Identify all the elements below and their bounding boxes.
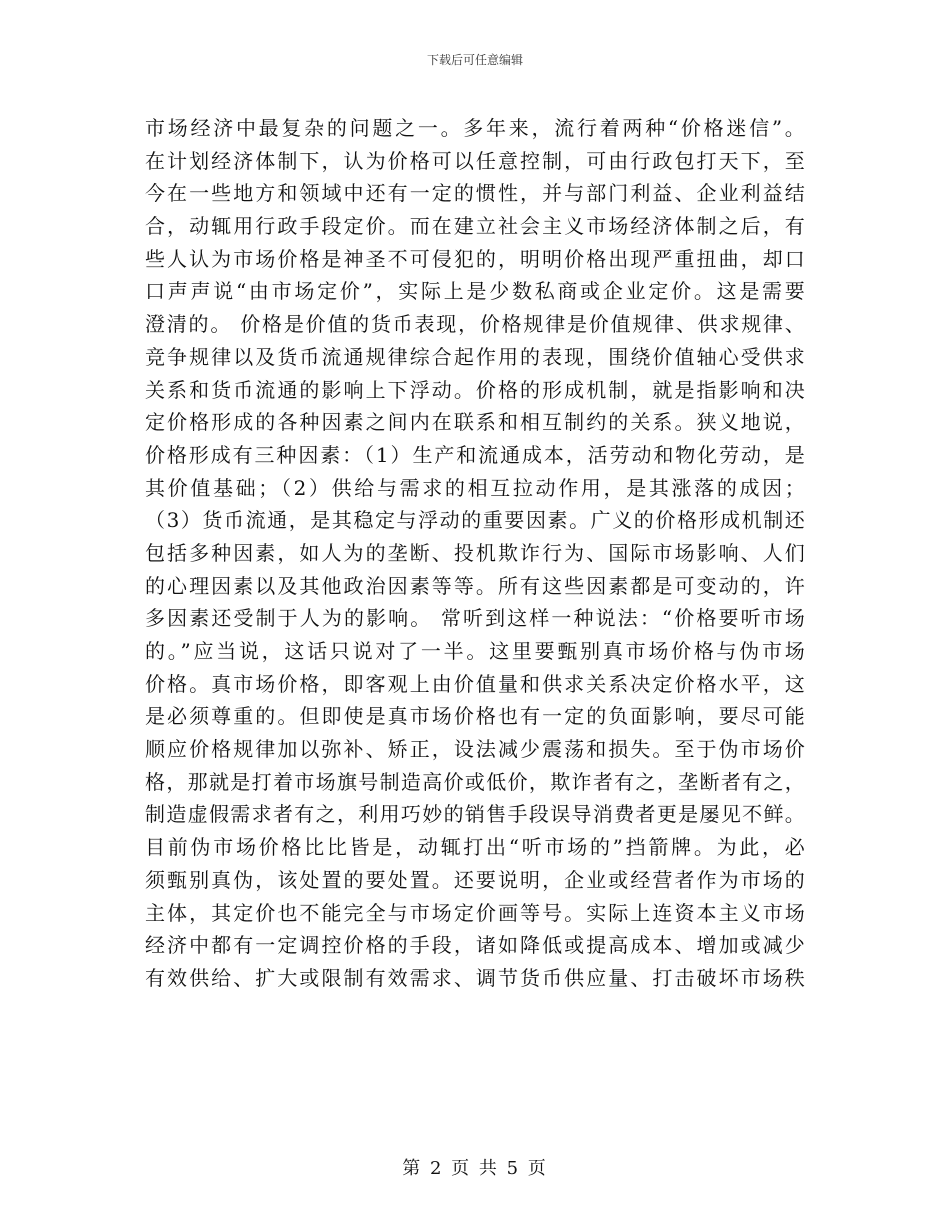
body-line: （3）货币流通，是其稳定与浮动的重要因素。广义的价格形成机制还: [145, 508, 805, 533]
body-line: 合，动辄用行政手段定价。而在建立社会主义市场经济体制之后，有: [145, 214, 805, 239]
body-line: 澄清的。 价格是价值的货币表现，价格规律是价值规律、供求规律、: [145, 312, 805, 337]
body-line: 些人认为市场价格是神圣不可侵犯的，明明价格出现严重扭曲，却口: [145, 246, 805, 271]
body-line: 的。”应当说，这话只说对了一半。这里要甄别真市场价格与伪市场: [145, 639, 805, 663]
body-line: 口声声说“由市场定价”，实际上是少数私商或企业定价。这是需要: [145, 279, 805, 304]
body-line: 在计划经济体制下，认为价格可以任意控制，可由行政包打天下，至: [145, 148, 805, 173]
body-line: 有效供给、扩大或限制有效需求、调节货币供应量、打击破坏市场秩: [145, 965, 805, 990]
body-line: 是必须尊重的。但即使是真市场价格也有一定的负面影响，要尽可能: [145, 704, 805, 729]
document-body: [145, 112, 805, 995]
page-number-indicator: 第 2 页 共 5 页: [402, 1158, 548, 1179]
body-line: 主体，其定价也不能完全与市场定价画等号。实际上连资本主义市场: [145, 900, 805, 925]
body-line: 多因素还受制于人为的影响。 常听到这样一种说法：“价格要听市场: [145, 606, 805, 631]
body-line: 关系和货币流通的影响上下浮动。价格的形成机制，就是指影响和决: [145, 377, 805, 402]
body-line: 顺应价格规律加以弥补、矫正，设法减少震荡和损失。至于伪市场价: [145, 737, 805, 762]
body-line: 经济中都有一定调控价格的手段，诸如降低或提高成本、增加或减少: [145, 933, 805, 958]
body-line: 市场经济中最复杂的问题之一。多年来，流行着两种“价格迷信”。: [145, 116, 805, 140]
body-line: 包括多种因素，如人为的垄断、投机欺诈行为、国际市场影响、人们: [145, 540, 805, 565]
body-line: 定价格形成的各种因素之间内在联系和相互制约的关系。狭义地说，: [145, 410, 805, 435]
body-line: 格，那就是打着市场旗号制造高价或低价，欺诈者有之，垄断者有之，: [145, 769, 805, 794]
body-line: 须甄别真伪，该处置的要处置。还要说明，企业或经营者作为市场的: [145, 867, 805, 892]
body-line: 目前伪市场价格比比皆是，动辄打出“听市场的”挡箭牌。为此，必: [145, 835, 805, 860]
body-line: 制造虚假需求者有之，利用巧妙的销售手段误导消费者更是屡见不鲜。: [145, 802, 805, 827]
body-line: 的心理因素以及其他政治因素等等。所有这些因素都是可变动的，许: [145, 573, 805, 598]
body-line: 价格形成有三种因素：（1）生产和流通成本，活劳动和物化劳动，是: [145, 442, 805, 467]
page-header-note: 下载后可任意编辑: [426, 53, 523, 67]
body-line: 其价值基础；（2）供给与需求的相互拉动作用，是其涨落的成因；: [145, 475, 805, 500]
body-line: 竞争规律以及货币流通规律综合起作用的表现，围绕价值轴心受供求: [145, 344, 805, 369]
body-line: 今在一些地方和领域中还有一定的惯性，并与部门利益、企业利益结: [145, 181, 805, 206]
body-line: 价格。真市场价格，即客观上由价值量和供求关系决定价格水平，这: [145, 671, 805, 696]
